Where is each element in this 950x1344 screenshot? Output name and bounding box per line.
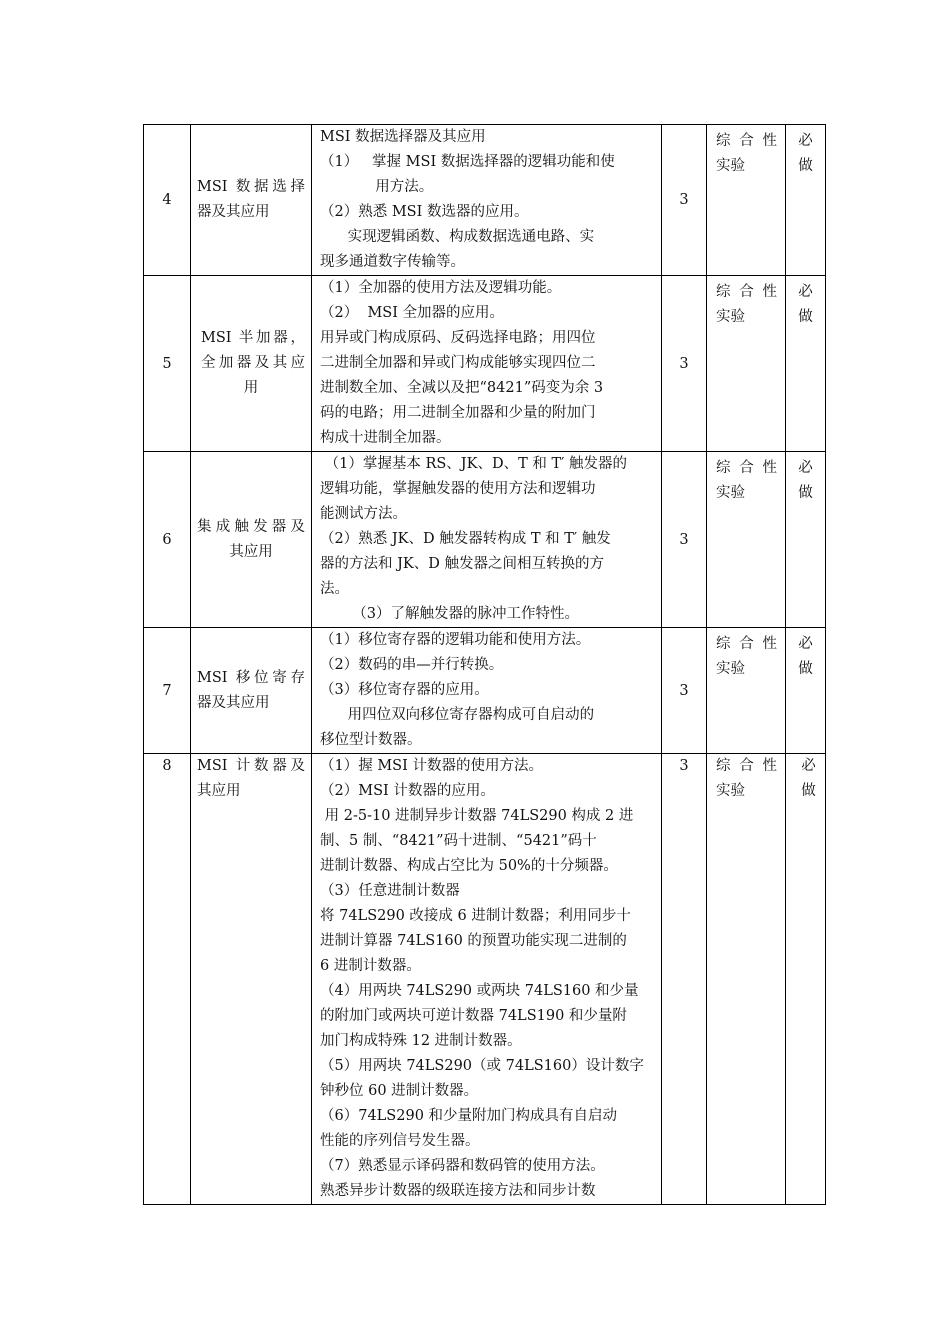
experiment-name xyxy=(191,628,312,754)
content-line: （1）掌握基本 RS、JK、D、T 和 T′ 触发器的 xyxy=(320,456,628,472)
experiment-content xyxy=(312,276,662,452)
content-line: 性能的序列信号发生器。 xyxy=(320,1133,480,1149)
content-line: （3）了解触发器的脉冲工作特性。 xyxy=(320,606,579,622)
experiment-name-line: MSI 移位寄存 xyxy=(197,669,305,686)
content-line: （1） 掌握 MSI 数据选择器的逻辑功能和使 xyxy=(320,154,615,170)
experiment-content xyxy=(312,452,662,628)
content-line: （2）熟悉 JK、D 触发器转构成 T 和 T′ 触发 xyxy=(320,531,611,547)
experiment-requirement xyxy=(786,276,826,452)
experiment-hours: 3 xyxy=(662,276,707,452)
content-line: （5）用两块 74LS290（或 74LS160）设计数字 xyxy=(320,1058,644,1074)
content-line: 器的方法和 JK、D 触发器之间相互转换的方 xyxy=(320,556,604,572)
experiment-name-line: 用 xyxy=(243,380,259,396)
content-line: （4）用两块 74LS290 或两块 74LS160 和少量 xyxy=(320,983,639,999)
experiment-name-line: MSI 计数器及 xyxy=(197,758,305,774)
content-line: （1）移位寄存器的逻辑功能和使用方法。 xyxy=(320,632,591,648)
experiment-name-line: 其应用 xyxy=(229,543,273,560)
type-line: 综 合 性 xyxy=(716,636,777,652)
experiment-name xyxy=(191,754,312,1205)
experiment-hours: 3 xyxy=(662,452,707,628)
content-line: 6 进制计数器。 xyxy=(320,958,421,974)
experiment-content xyxy=(312,125,662,276)
experiment-type xyxy=(707,452,786,628)
content-line: 熟悉异步计数器的级联连接方法和同步计数 xyxy=(320,1183,596,1199)
content-line: （2）数码的串—并行转换。 xyxy=(320,657,504,673)
experiment-requirement xyxy=(786,628,826,754)
content-line: （2）MSI 计数器的应用。 xyxy=(320,783,495,799)
content-line: （1）全加器的使用方法及逻辑功能。 xyxy=(320,280,562,296)
content-line: （2）熟悉 MSI 数选器的应用。 xyxy=(320,204,529,220)
experiment-type xyxy=(707,628,786,754)
experiment-number: 7 xyxy=(144,628,191,754)
requirement-line: 必 xyxy=(798,460,813,476)
content-line: （6）74LS290 和少量附加门构成具有自启动 xyxy=(320,1108,618,1124)
requirement-line: 必 xyxy=(798,284,813,300)
experiment-hours: 3 xyxy=(662,125,707,276)
experiment-name-line: 其应用 xyxy=(197,783,241,799)
experiment-requirement xyxy=(786,125,826,276)
content-line: 用方法。 xyxy=(320,179,434,195)
content-line: 构成十进制全加器。 xyxy=(320,430,451,446)
content-line: 进制计数器、构成占空比为 50%的十分频器。 xyxy=(320,858,618,874)
experiment-name-line: 集成触发器及 xyxy=(197,518,305,535)
experiment-name xyxy=(191,125,312,276)
content-line: （2） MSI 全加器的应用。 xyxy=(320,305,505,321)
content-line: （3）任意进制计数器 xyxy=(320,883,460,899)
table-body xyxy=(144,125,826,1205)
content-line: （7）熟悉显示译码器和数码管的使用方法。 xyxy=(320,1158,605,1174)
experiment-name-line: 器及其应用 xyxy=(197,204,270,220)
experiment-hours: 3 xyxy=(662,754,707,1205)
type-line: 实验 xyxy=(716,309,745,325)
content-line: 现多通道数字传输等。 xyxy=(320,254,465,270)
content-line: 码的电路；用二进制全加器和少量的附加门 xyxy=(320,405,596,421)
requirement-line: 必 xyxy=(798,636,813,652)
experiment-number: 4 xyxy=(144,125,191,276)
experiment-name xyxy=(191,452,312,628)
experiment-name xyxy=(191,276,312,452)
requirement-line: 做 xyxy=(798,158,813,174)
content-line: 进制计算器 74LS160 的预置功能实现二进制的 xyxy=(320,933,627,949)
experiment-content xyxy=(312,754,662,1205)
requirement-line: 做 xyxy=(798,309,813,325)
content-line: 用四位双向移位寄存器构成可自启动的 xyxy=(320,707,595,723)
experiment-type xyxy=(707,125,786,276)
experiment-number: 5 xyxy=(144,276,191,452)
type-line: 实验 xyxy=(716,485,745,501)
experiment-content xyxy=(312,628,662,754)
content-line: （1）握 MSI 计数器的使用方法。 xyxy=(320,758,543,774)
type-line: 综 合 性 xyxy=(716,758,777,774)
content-line: 法。 xyxy=(320,581,349,597)
content-line: 用 2-5-10 进制异步计数器 74LS290 构成 2 进 xyxy=(320,808,634,824)
content-line: 将 74LS290 改接成 6 进制计数器；利用同步十 xyxy=(320,908,631,924)
experiment-table xyxy=(143,124,826,1205)
experiment-name-line: 全加器及其应 xyxy=(201,355,305,371)
content-line: 实现逻辑函数、构成数据选通电路、实 xyxy=(320,229,595,245)
table-row xyxy=(144,452,826,628)
table-row xyxy=(144,276,826,452)
type-line: 实验 xyxy=(716,158,745,174)
type-line: 综 合 性 xyxy=(716,460,777,476)
content-line: 移位型计数器。 xyxy=(320,732,422,748)
content-line: MSI 数据选择器及其应用 xyxy=(320,129,486,145)
content-line: 的附加门或两块可逆计数器 74LS190 和少量附 xyxy=(320,1008,627,1024)
experiment-name-line: MSI 半加器， xyxy=(201,330,305,346)
requirement-line: 必 xyxy=(798,133,813,149)
table-row xyxy=(144,754,826,1205)
requirement-line: 做 xyxy=(798,661,813,677)
experiment-requirement xyxy=(786,754,826,1205)
type-line: 综 合 性 xyxy=(716,284,777,300)
experiment-number: 6 xyxy=(144,452,191,628)
content-line: 进制数全加、全减以及把“8421”码变为余 3 xyxy=(320,380,604,396)
content-line: 制、5 制、“8421”码十进制、“5421”码十 xyxy=(320,833,597,849)
type-line: 综 合 性 xyxy=(716,133,777,149)
requirement-line: 做 xyxy=(801,783,816,799)
requirement-line: 必 xyxy=(801,758,816,774)
experiment-requirement xyxy=(786,452,826,628)
requirement-line: 做 xyxy=(798,485,813,501)
type-line: 实验 xyxy=(716,783,745,799)
experiment-number: 8 xyxy=(144,754,191,1205)
content-line: 钟秒位 60 进制计数器。 xyxy=(320,1083,479,1099)
content-line: 二进制全加器和异或门构成能够实现四位二 xyxy=(320,355,596,371)
content-line: （3）移位寄存器的应用。 xyxy=(320,682,489,698)
experiment-hours: 3 xyxy=(662,628,707,754)
table-row xyxy=(144,125,826,276)
experiment-type xyxy=(707,754,786,1205)
content-line: 用异或门构成原码、反码选择电路；用四位 xyxy=(320,330,596,346)
experiment-type xyxy=(707,276,786,452)
content-line: 加门构成特殊 12 进制计数器。 xyxy=(320,1033,522,1049)
experiment-name-line: MSI 数据选择 xyxy=(197,179,305,195)
content-line: 能测试方法。 xyxy=(320,506,407,522)
table-row xyxy=(144,628,826,754)
type-line: 实验 xyxy=(716,661,745,677)
experiment-name-line: 器及其应用 xyxy=(197,694,270,711)
content-line: 逻辑功能，掌握触发器的使用方法和逻辑功 xyxy=(320,481,596,497)
